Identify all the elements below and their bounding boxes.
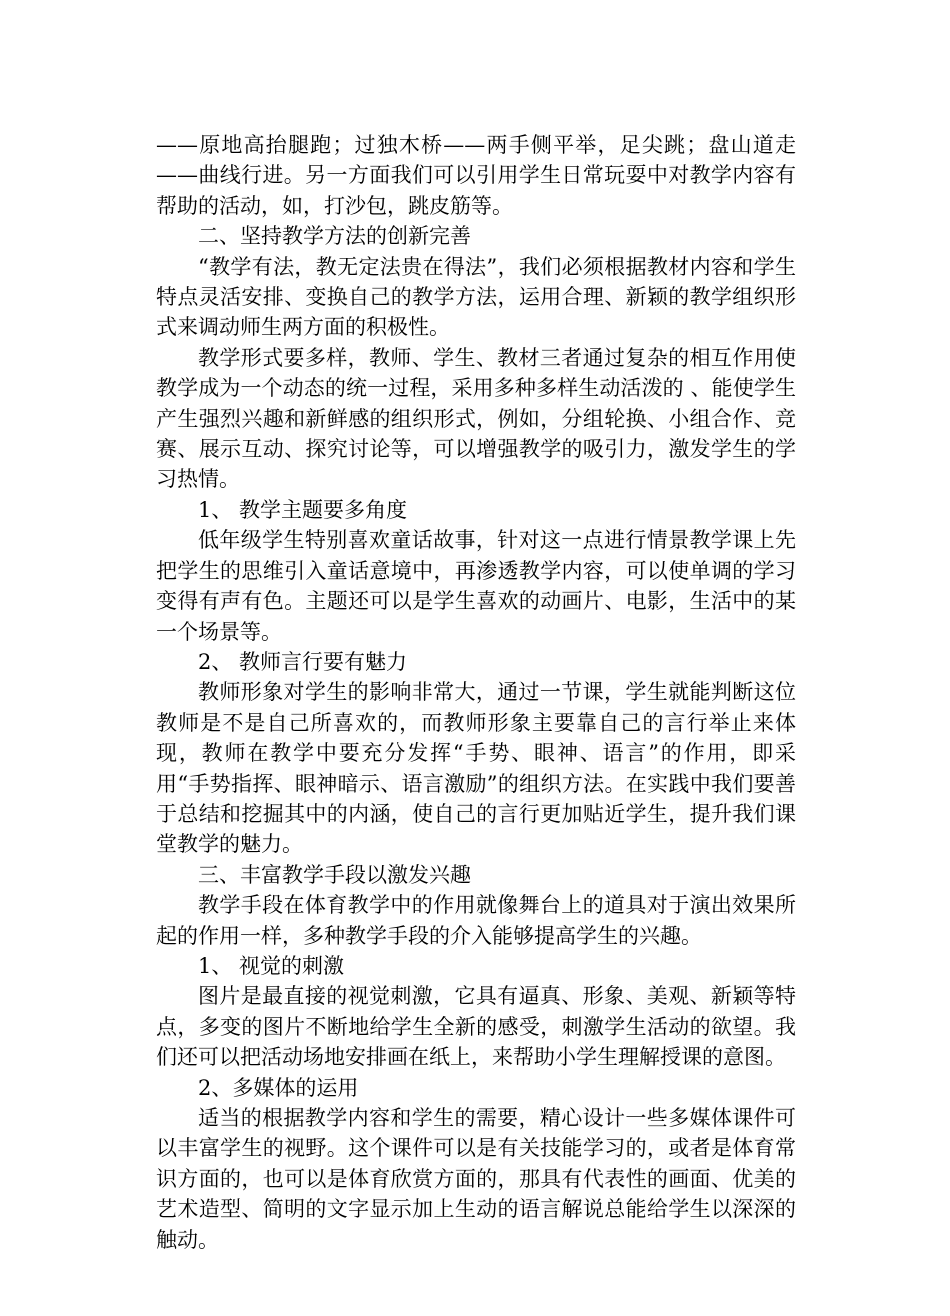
paragraph: 低年级学生特别喜欢童话故事，针对这一点进行情景教学课上先把学生的思维引入童话意境中，再渗透教学内容，可以使单调的学习变得有声有色。主题还可以是学生喜欢的动画片、电影，生活中的某一个场景等。: [156, 528, 796, 644]
paragraph: “教学有法，教无定法贵在得法”，我们必须根据教材内容和学生特点灵活安排、变换自己的教学方法，运用合理、新颖的教学组织形式来调动师生两方面的积极性。: [156, 254, 796, 340]
paragraph: 图片是最直接的视觉刺激，它具有逼真、形象、美观、新颖等特点，多变的图片不断地给学生全新的感受，刺激学生活动的欲望。我们还可以把活动场地安排画在纸上，来帮助小学生理解授课的意图。: [156, 984, 796, 1070]
subsection-heading: 2、多媒体的运用: [198, 1075, 359, 1100]
paragraph: 适当的根据教学内容和学生的需要，精心设计一些多媒体课件可以丰富学生的视野。这个课件可以是有关技能学习的，或者是体育常识方面的，也可以是体育欣赏方面的，那具有代表性的画面、优美的艺术造型、简明的文字显示加上生动的语言解说总能给学生以深深的触动。: [156, 1106, 796, 1252]
paragraph-continuation: ——原地高抬腿跑；过独木桥——两手侧平举，足尖跳；盘山道走——曲线行进。另一方面我们可以引用学生日常玩耍中对教学内容有帮助的活动，如，打沙包，跳皮筋等。: [156, 133, 796, 218]
paragraph: 教学手段在体育教学中的作用就像舞台上的道具对于演出效果所起的作用一样，多种教学手段的介入能够提高学生的兴趣。: [156, 893, 796, 948]
section-heading-2: 二、坚持教学方法的创新完善: [198, 224, 471, 249]
document-page: [156, 130, 796, 1255]
subsection-heading: 1、 视觉的刺激: [198, 953, 345, 978]
section-heading-3: 三、丰富教学手段以激发兴趣: [198, 862, 471, 887]
subsection-heading: 1、 教学主题要多角度: [198, 497, 408, 522]
subsection-heading: 2、 教师言行要有魅力: [198, 649, 408, 674]
paragraph: 教学形式要多样，教师、学生、教材三者通过复杂的相互作用使教学成为一个动态的统一过程，采用多种多样生动活泼的 、能使学生产生强烈兴趣和新鲜感的组织形式，例如，分组轮换、小组合作、竞赛、展示互动、探究讨论等，可以增强教学的吸引力，激发学生的学习热情。: [156, 345, 796, 492]
paragraph: 教师形象对学生的影响非常大，通过一节课，学生就能判断这位教师是不是自己所喜欢的，而教师形象主要靠自己的言行举止来体现，教师在教学中要充分发挥“手势、眼神、语言”的作用，即采用“手势指挥、眼神暗示、语言激励”的组织方法。在实践中我们要善于总结和挖掘其中的内涵，使自己的言行更加贴近学生，提升我们课堂教学的魅力。: [156, 680, 796, 857]
